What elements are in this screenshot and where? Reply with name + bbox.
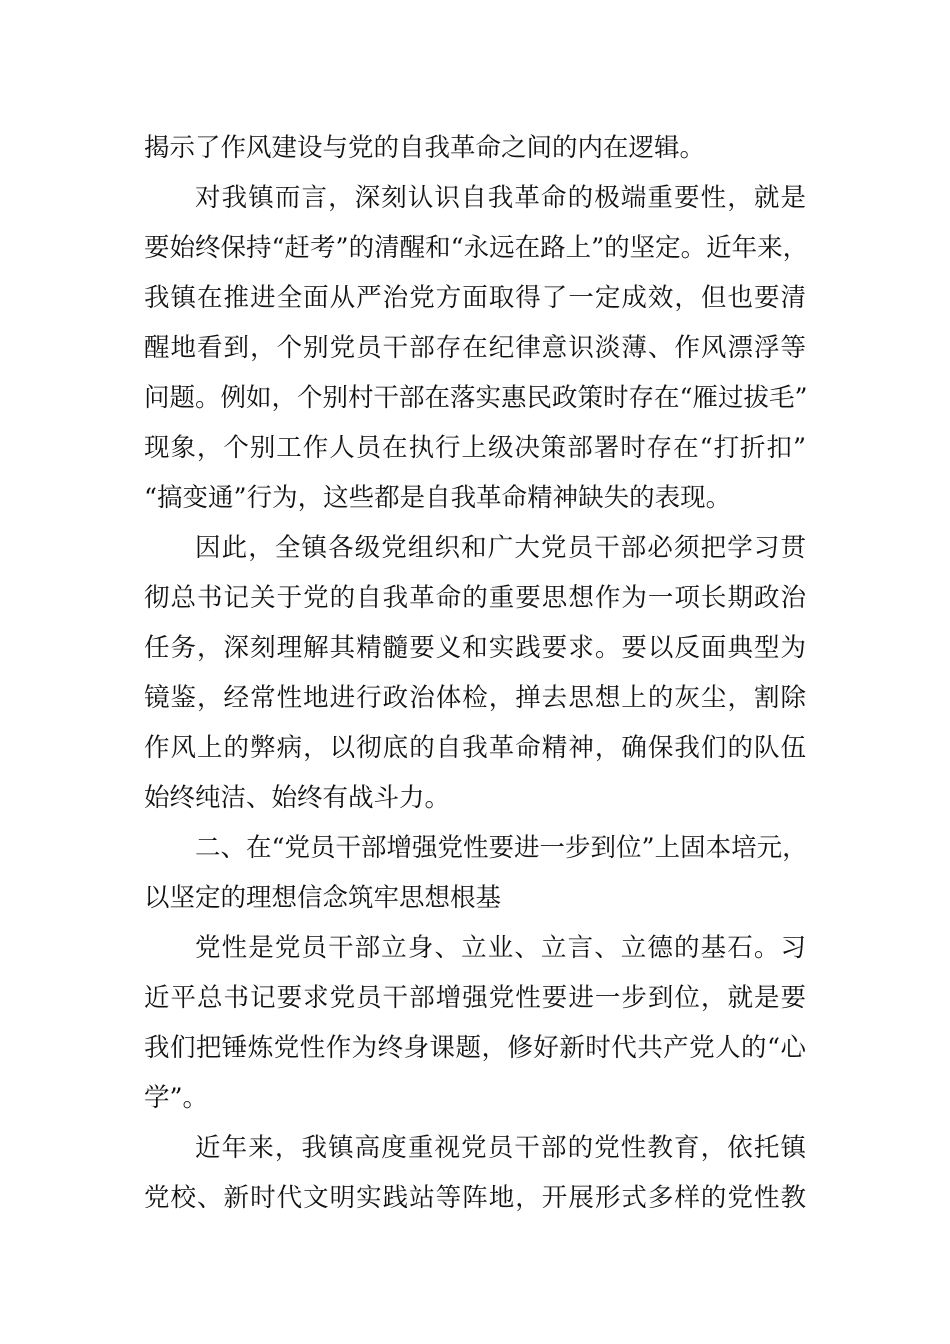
text-line-2: 对我镇而言，深刻认识自我革命的极端重要性，就是 xyxy=(195,183,806,213)
text-line-5: 醒地看到，个别党员干部存在纪律意识淡薄、作风漂浮等 xyxy=(144,333,806,363)
text-line-9: 因此，全镇各级党组织和广大党员干部必须把学习贯 xyxy=(195,533,806,563)
text-line-18: 近平总书记要求党员干部增强党性要进一步到位，就是要 xyxy=(144,983,806,1013)
section-heading-line-1: 二、在“党员干部增强党性要进一步到位”上固本培元， xyxy=(195,833,808,863)
text-line-20: 学”。 xyxy=(144,1083,209,1113)
section-heading-line-2: 以坚定的理想信念筑牢思想根基 xyxy=(144,883,502,913)
text-line-13: 作风上的弊病，以彻底的自我革命精神，确保我们的队伍 xyxy=(144,733,806,763)
text-line-22: 党校、新时代文明实践站等阵地，开展形式多样的党性教 xyxy=(144,1183,806,1213)
text-line-7: 现象，个别工作人员在执行上级决策部署时存在“打折扣” xyxy=(144,433,806,463)
text-line-3: 要始终保持“赶考”的清醒和“永远在路上”的坚定。近年来， xyxy=(144,233,809,263)
text-line-1: 揭示了作风建设与党的自我革命之间的内在逻辑。 xyxy=(144,133,706,163)
text-line-6: 问题。例如，个别村干部在落实惠民政策时存在“雁过拔毛” xyxy=(144,383,808,413)
text-line-21: 近年来，我镇高度重视党员干部的党性教育，依托镇 xyxy=(195,1133,806,1163)
text-line-4: 我镇在推进全面从严治党方面取得了一定成效，但也要清 xyxy=(144,283,806,313)
text-line-11: 任务，深刻理解其精髓要义和实践要求。要以反面典型为 xyxy=(144,633,806,663)
text-line-10: 彻总书记关于党的自我革命的重要思想作为一项长期政治 xyxy=(144,583,806,613)
text-line-8: “搞变通”行为，这些都是自我革命精神缺失的表现。 xyxy=(144,483,732,513)
text-line-17: 党性是党员干部立身、立业、立言、立德的基石。习 xyxy=(195,933,806,963)
text-line-12: 镜鉴，经常性地进行政治体检，掸去思想上的灰尘，割除 xyxy=(144,683,806,713)
text-line-14: 始终纯洁、始终有战斗力。 xyxy=(144,783,451,813)
text-line-19: 我们把锤炼党性作为终身课题，修好新时代共产党人的“心 xyxy=(144,1033,806,1063)
